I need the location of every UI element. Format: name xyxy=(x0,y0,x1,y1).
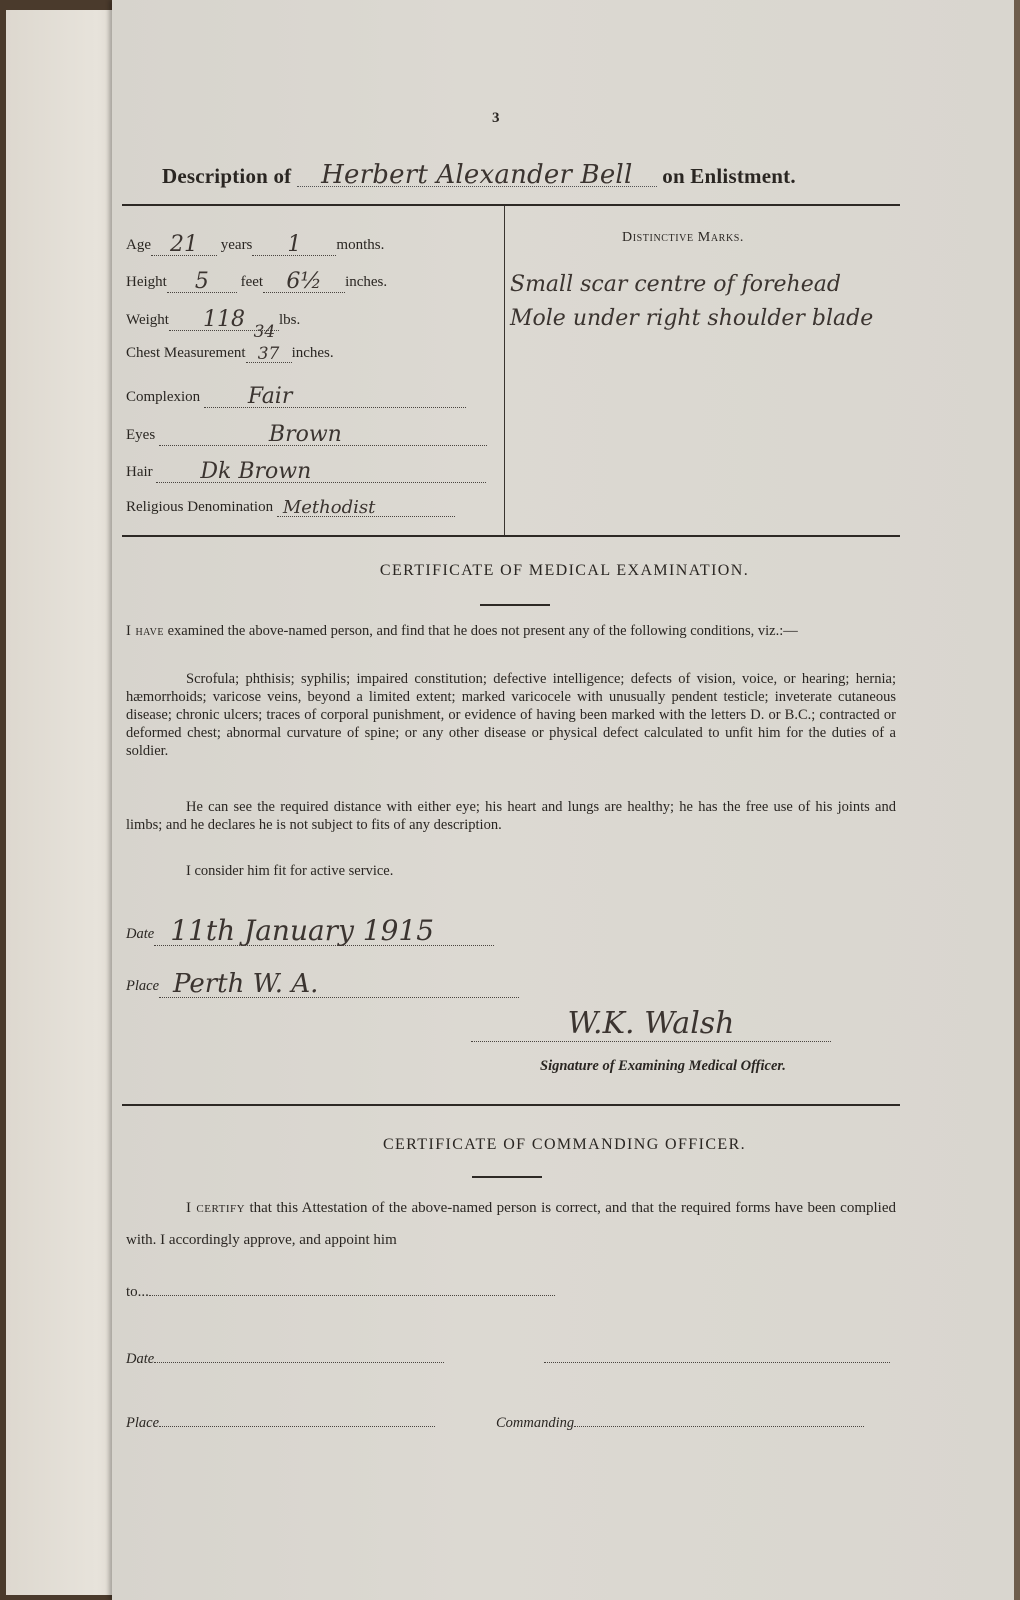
medical-place-field: Place Perth W. A. xyxy=(126,967,519,998)
medical-date-value: 11th January 1915 xyxy=(170,914,435,947)
medical-place-value: Perth W. A. xyxy=(173,969,319,999)
title-suffix: on Enlistment. xyxy=(662,164,796,188)
medical-bottom-rule xyxy=(122,1104,900,1106)
medical-signature-label: Signature of Examining Medical Officer. xyxy=(540,1058,786,1074)
page-edge xyxy=(1014,0,1020,1600)
age-months: 1 xyxy=(287,232,302,257)
top-rule xyxy=(122,204,900,206)
enlistee-name: Herbert Alexander Bell xyxy=(297,164,657,187)
commanding-to-field: to... xyxy=(126,1284,555,1301)
age-field: Age 21 years 1 months. xyxy=(126,232,385,257)
medical-signature xyxy=(470,1006,832,1042)
medical-date-field: Date 11th January 1915 xyxy=(126,912,494,946)
complexion-field: Complexion Fair xyxy=(126,382,466,408)
title-prefix: Description of xyxy=(162,164,292,188)
medical-eyesight: He can see the required distance with either eye; his heart and lungs are healthy; he has the free use of his joints and limbs; and he declares he is not subject to fits of any description. xyxy=(126,799,896,833)
age-years: 21 xyxy=(170,232,198,257)
religion-value: Methodist xyxy=(282,497,376,518)
commanding-heading-rule xyxy=(472,1176,542,1178)
medical-heading-rule xyxy=(480,604,550,606)
medical-intro: I have examined the above-named person, and find that he does not present any of the following conditions, viz.:— xyxy=(126,623,798,639)
commanding-date-field: Date xyxy=(126,1350,444,1368)
chest-field: Chest Measurement 34 37 inches. xyxy=(126,322,334,364)
eyes-field: Eyes Brown xyxy=(126,420,487,446)
weight-field: Weight 118 lbs. xyxy=(126,307,301,332)
eyes-value: Brown xyxy=(268,422,342,447)
medical-conditions: Scrofula; phthisis; syphilis; impaired constitution; defective intelligence; defects of vision, voice, or hearing; hernia; hæmorrhoids; varicose veins, beyond a limited extent; marked varicocele with unusually pendent testicle; inveterate cutaneous disease; chronic ulcers; traces of corporal punishment, or evidence of having been marked with the letters D. or B.C.; contracted or deformed chest; abnormal curvature of spine; or any other disease or physical defect calculated to unfit him for the duties of a soldier. xyxy=(126,671,896,759)
height-inches: 6½ xyxy=(286,269,322,294)
hair-field: Hair Dk Brown xyxy=(126,457,486,483)
weight-value: 118 xyxy=(202,307,245,332)
commanding-heading: CERTIFICATE OF COMMANDING OFFICER. xyxy=(382,1136,747,1153)
commanding-officer-field: Commanding xyxy=(496,1414,864,1432)
column-divider xyxy=(504,206,505,536)
height-feet: 5 xyxy=(194,269,209,294)
commanding-place-field: Place xyxy=(126,1414,435,1432)
distinctive-mark-2: Mole under right shoulder blade xyxy=(510,306,874,331)
height-field: Height 5 feet 6½ inches. xyxy=(126,269,388,294)
complexion-value: Fair xyxy=(247,384,293,409)
page-number: 3 xyxy=(492,110,500,126)
religion-field: Religious Denomination Methodist xyxy=(126,495,455,517)
commanding-date-right-line xyxy=(544,1350,890,1368)
medical-heading: CERTIFICATE OF MEDICAL EXAMINATION. xyxy=(379,562,750,579)
medical-fit: I consider him fit for active service. xyxy=(186,863,394,879)
medical-signature-value: W.K. Walsh xyxy=(471,1006,831,1042)
distinctive-mark-1: Small scar centre of forehead xyxy=(510,272,841,297)
chest-value: 37 xyxy=(257,344,280,364)
commanding-certify: I certify that this Attestation of the above-named person is correct, and that the required forms have been complied with. I accordingly approve, and appoint him xyxy=(126,1200,896,1248)
description-title xyxy=(162,160,796,190)
hair-value: Dk Brown xyxy=(200,459,312,484)
document-page xyxy=(112,0,1017,1600)
description-bottom-rule xyxy=(122,535,900,537)
distinctive-marks-heading: Distinctive Marks. xyxy=(622,230,745,245)
chest-value-top: 34 xyxy=(253,322,276,342)
